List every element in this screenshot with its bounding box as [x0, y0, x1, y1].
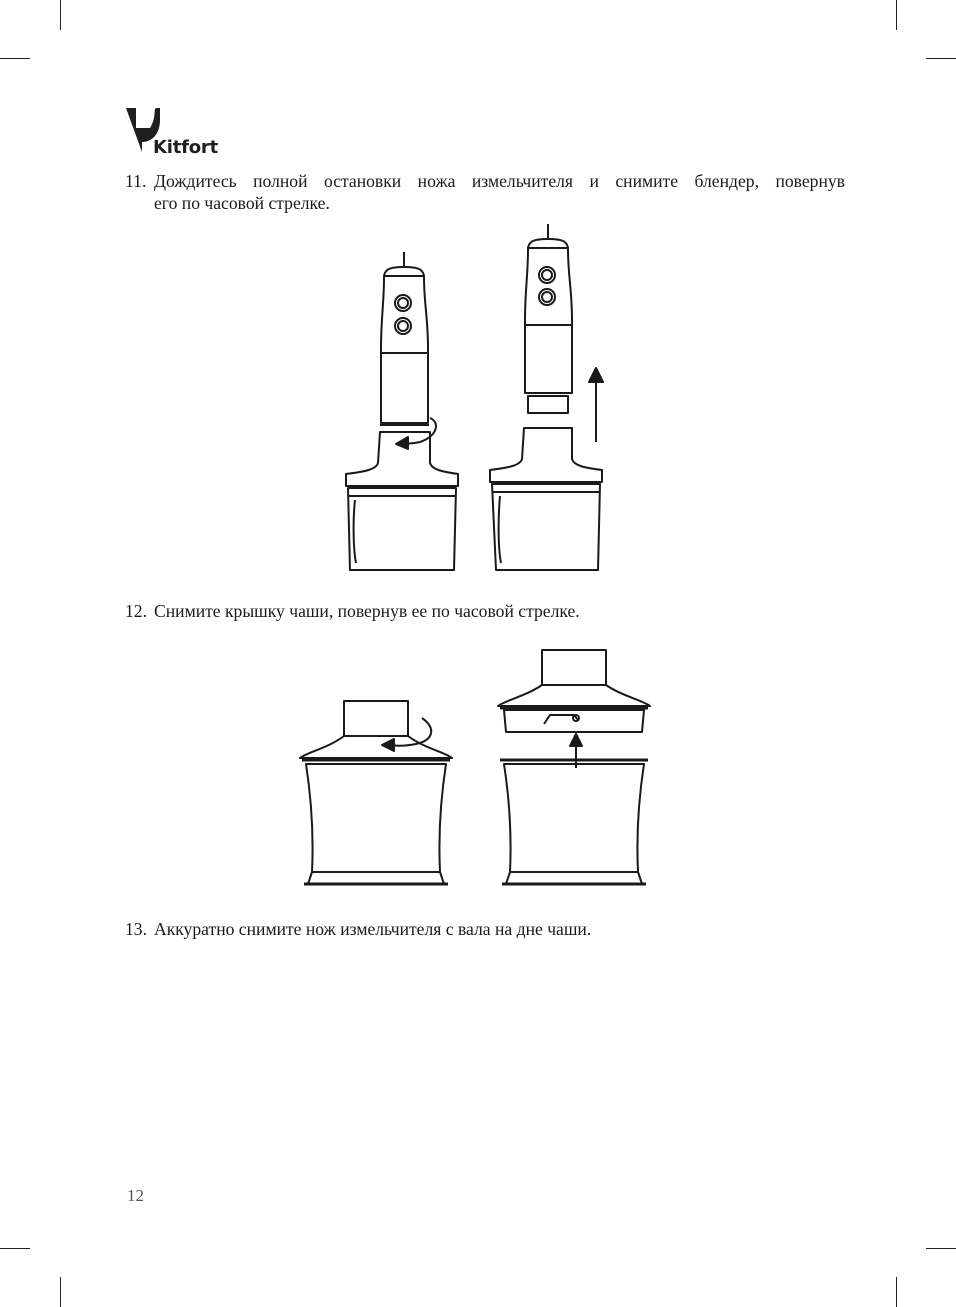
instruction-step	[125, 600, 845, 622]
step-number: 11.	[125, 171, 147, 191]
step-text: его по часовой стрелке.	[154, 193, 330, 213]
bowl-lid-removal-illustration	[298, 640, 660, 896]
brand-name: Kitfort	[153, 137, 219, 158]
step-text: Аккуратно снимите нож измельчителя с вала на дне чаши.	[154, 919, 592, 939]
crop-mark	[926, 1248, 956, 1249]
crop-mark	[926, 58, 956, 59]
crop-mark	[896, 1277, 897, 1307]
crop-mark	[60, 0, 61, 30]
instruction-step	[125, 918, 845, 940]
crop-mark	[60, 1277, 61, 1307]
step-number: 13.	[125, 919, 147, 939]
instruction-step	[125, 170, 845, 214]
blender-removal-illustration	[340, 218, 620, 580]
step-text: Снимите крышку чаши, повернув ее по часовой стрелке.	[154, 601, 580, 621]
page-number: 12	[127, 1186, 144, 1205]
step-number: 12.	[125, 601, 147, 621]
crop-mark	[0, 1248, 30, 1249]
crop-mark	[0, 58, 30, 59]
crop-mark	[896, 0, 897, 30]
step-text: Дождитесь полной остановки ножа измельчителя и снимите блендер, повернув	[154, 171, 845, 191]
